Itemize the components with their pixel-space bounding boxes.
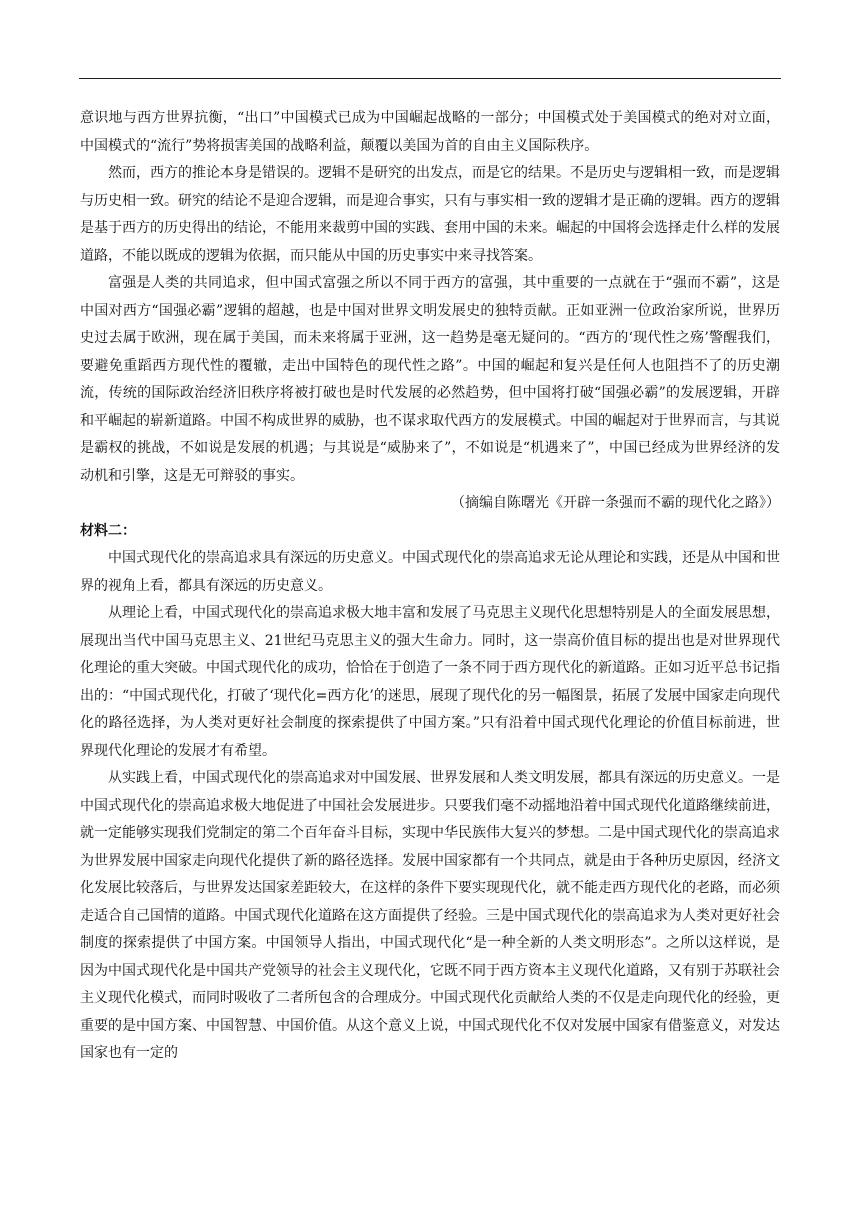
header-rule	[79, 78, 781, 79]
paragraph-continued: 意识地与西方世界抗衡，“出口”中国模式已成为中国崛起战略的一部分；中国模式处于美国模式的绝对对立面，中国模式的“流行”势将损害美国的战略利益，颠覆以美国为首的自由主义国际秩序。	[80, 110, 780, 154]
source-citation: （摘编自陈曙光《开辟一条强而不霸的现代化之路》）	[451, 495, 780, 511]
paragraph: 从理论上看，中国式现代化的崇高追求极大地丰富和发展了马克思主义现代化思想特别是人的全面发展思想，展现出当代中国马克思主义、21世纪马克思主义的强大生命力。同时，这一崇高价值目标的提出也是对世界现代化理论的重大突破。中国式现代化的成功，恰恰在于创造了一条不同于西方现代化的新道路。正如习近平总书记指出的：“中国式现代化，打破了‘现代化=西方化’的迷思，展现了现代化的另一幅图景，拓展了发展中国家走向现代化的路径选择，为人类对更好社会制度的探索提供了中国方案。”只有沿着中国式现代化理论的价值目标前进，世界现代化理论的发展才有希望。	[80, 605, 780, 759]
paragraph: 然而，西方的推论本身是错误的。逻辑不是研究的出发点，而是它的结果。不是历史与逻辑相一致，而是逻辑与历史相一致。研究的结论不是迎合逻辑，而是迎合事实，只有与事实相一致的逻辑才是正确的逻辑。西方的逻辑是基于西方的历史得出的结论，不能用来裁剪中国的实践、套用中国的未来。崛起的中国将会选择走什么样的发展道路，不能以既成的逻辑为依据，而只能从中国的历史事实中来寻找答案。	[80, 165, 780, 264]
paragraph: 中国式现代化的崇高追求具有深远的历史意义。中国式现代化的崇高追求无论从理论和实践，还是从中国和世界的视角上看，都具有深远的历史意义。	[80, 550, 780, 594]
material-heading: 材料二：	[80, 522, 136, 539]
paragraph: 富强是人类的共同追求，但中国式富强之所以不同于西方的富强，其中重要的一点就在于“强而不霸”，这是中国对西方“国强必霸”逻辑的超越，也是中国对世界文明发展史的独特贡献。正如亚洲一位政治家所说，世界历史过去属于欧洲，现在属于美国，而未来将属于亚洲，这一趋势是毫无疑问的。“西方的‘现代性之殇’警醒我们，要避免重蹈西方现代性的覆辙，走出中国特色的现代性之路”。中国的崛起和复兴是任何人也阻挡不了的历史潮流，传统的国际政治经济旧秩序将被打破也是时代发展的必然趋势，但中国将打破“国强必霸”的发展逻辑，开辟和平崛起的崭新道路。中国不构成世界的威胁，也不谋求取代西方的发展模式。中国的崛起对于世界而言，与其说是霸权的挑战，不如说是发展的机遇；与其说是“威胁来了”，不如说是“机遇来了”，中国已经成为世界经济的发动机和引擎，这是无可辩驳的事实。	[80, 275, 780, 484]
paragraph: 从实践上看，中国式现代化的崇高追求对中国发展、世界发展和人类文明发展，都具有深远的历史意义。一是中国式现代化的崇高追求极大地促进了中国社会发展进步。只要我们毫不动摇地沿着中国式现代化道路继续前进，就一定能够实现我们党制定的第二个百年奋斗目标，实现中华民族伟大复兴的梦想。二是中国式现代化的崇高追求为世界发展中国家走向现代化提供了新的路径选择。发展中国家都有一个共同点，就是由于各种历史原因，经济文化发展比较落后，与世界发达国家差距较大，在这样的条件下要实现现代化，就不能走西方现代化的老路，而必须走适合自己国情的道路。中国式现代化道路在这方面提供了经验。三是中国式现代化的崇高追求为人类对更好社会制度的探索提供了中国方案。中国领导人指出，中国式现代化“是一种全新的人类文明形态”。之所以这样说，是因为中国式现代化是中国共产党领导的社会主义现代化，它既不同于西方资本主义现代化道路，又有别于苏联社会主义现代化模式，而同时吸收了二者所包含的合理成分。中国式现代化贡献给人类的不仅是走向现代化的经验，更重要的是中国方案、中国智慧、中国价值。从这个意义上说，中国式现代化不仅对发展中国家有借鉴意义，对发达国家也有一定的	[80, 770, 780, 1061]
document-body	[80, 105, 780, 1068]
